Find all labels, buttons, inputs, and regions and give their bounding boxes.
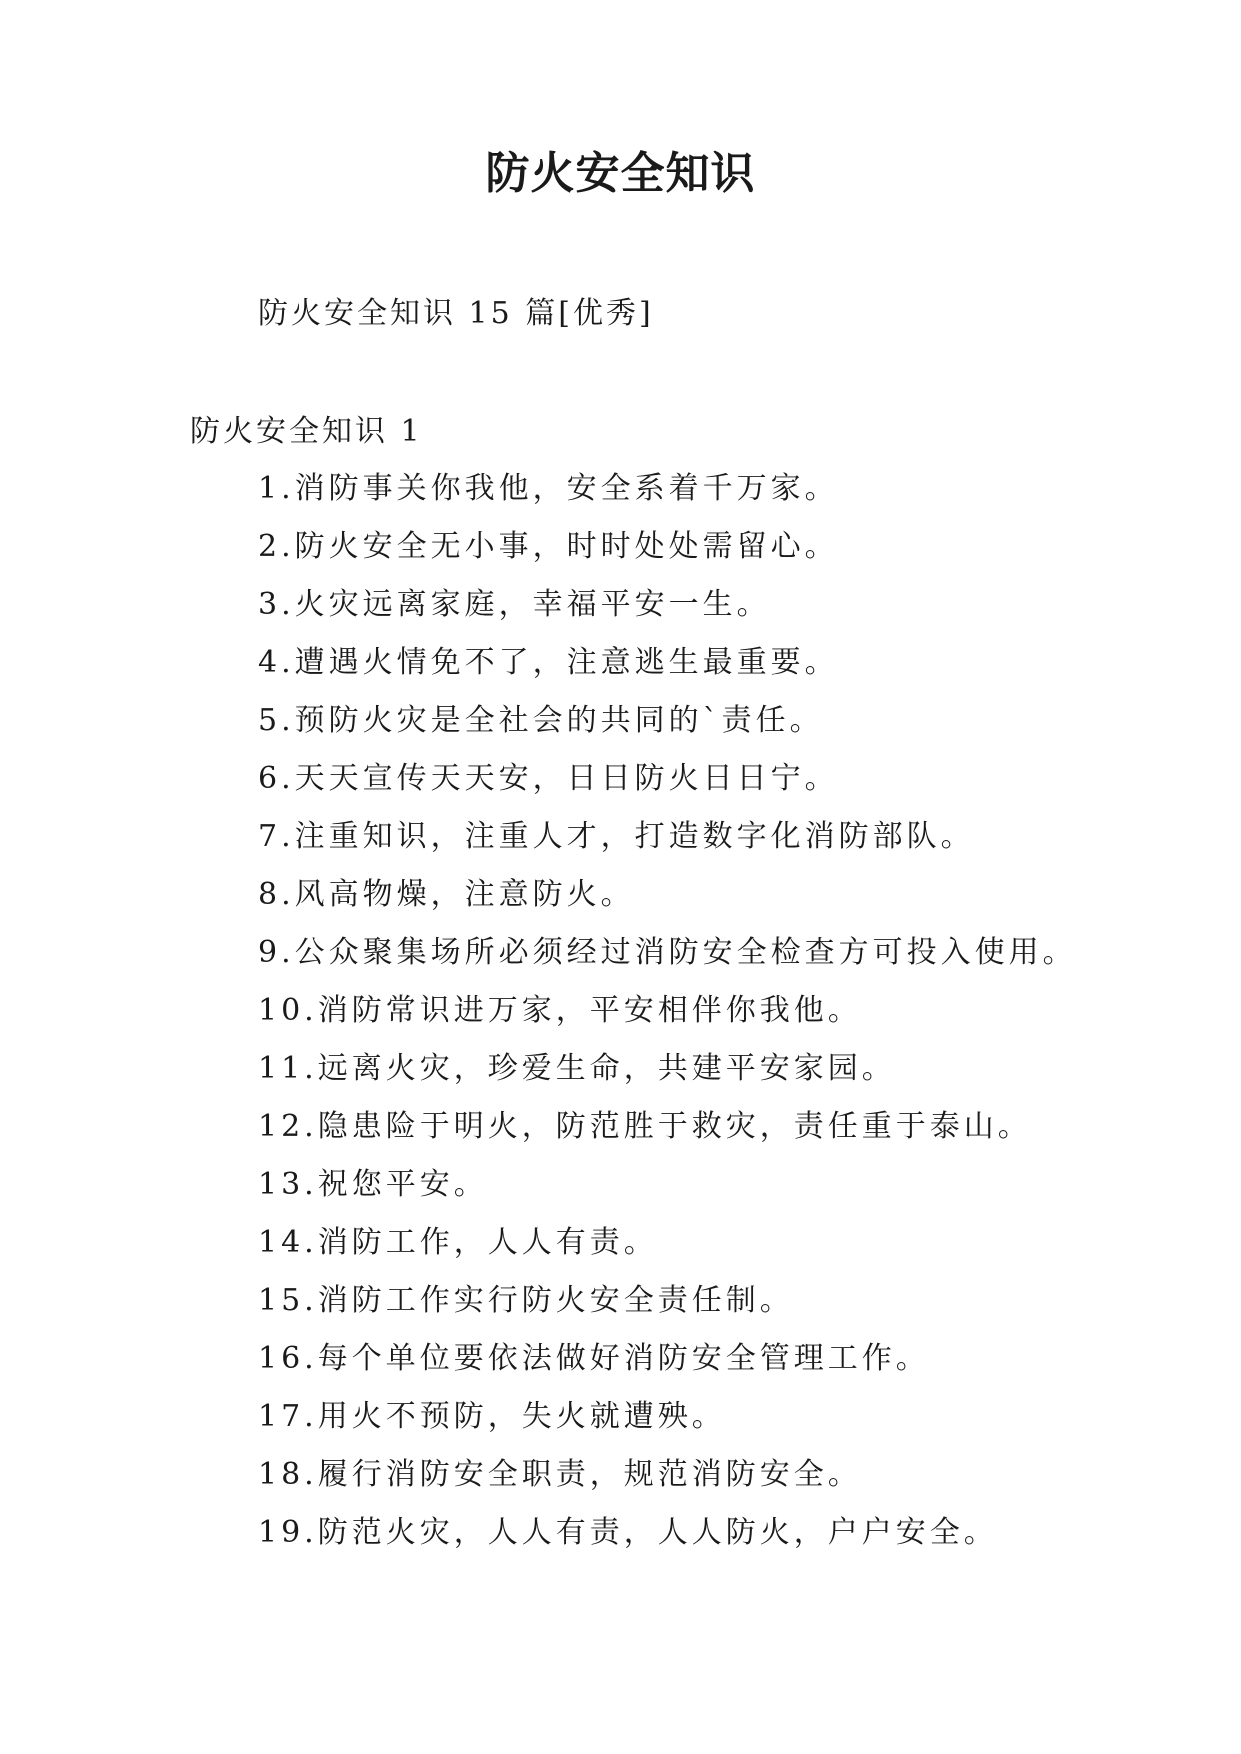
list-item: 17.用火不预防，失火就遭殃。 (258, 1399, 726, 1434)
list-item: 2.防火安全无小事，时时处处需留心。 (258, 529, 839, 564)
document-title: 防火安全知识 (485, 148, 756, 199)
document-subtitle: 防火安全知识 15 篇[优秀] (258, 296, 654, 331)
list-item: 10.消防常识进万家，平安相伴你我他。 (258, 993, 862, 1028)
list-item: 9.公众聚集场所必须经过消防安全检查方可投入使用。 (258, 935, 1077, 970)
list-item: 6.天天宣传天天安，日日防火日日宁。 (258, 761, 839, 796)
list-item: 11.远离火灾，珍爱生命，共建平安家园。 (258, 1051, 896, 1086)
list-item: 8.风高物燥，注意防火。 (258, 877, 635, 912)
list-item: 7.注重知识，注重人才，打造数字化消防部队。 (258, 819, 975, 854)
list-item: 4.遭遇火情免不了，注意逃生最重要。 (258, 645, 839, 680)
list-item: 13.祝您平安。 (258, 1167, 488, 1202)
list-item: 19.防范火灾，人人有责，人人防火，户户安全。 (258, 1515, 998, 1550)
list-item: 12.隐患险于明火，防范胜于救灾，责任重于泰山。 (258, 1109, 1032, 1144)
list-item: 14.消防工作，人人有责。 (258, 1225, 658, 1260)
list-item: 3.火灾远离家庭，幸福平安一生。 (258, 587, 771, 622)
slogan-list (258, 471, 1077, 1576)
section-heading: 防火安全知识 1 (190, 414, 423, 449)
list-item: 1.消防事关你我他，安全系着千万家。 (258, 471, 839, 506)
list-item: 15.消防工作实行防火安全责任制。 (258, 1283, 794, 1318)
list-item: 18.履行消防安全职责，规范消防安全。 (258, 1457, 862, 1492)
list-item: 16.每个单位要依法做好消防安全管理工作。 (258, 1341, 930, 1376)
list-item: 5.预防火灾是全社会的共同的`责任。 (258, 703, 824, 738)
